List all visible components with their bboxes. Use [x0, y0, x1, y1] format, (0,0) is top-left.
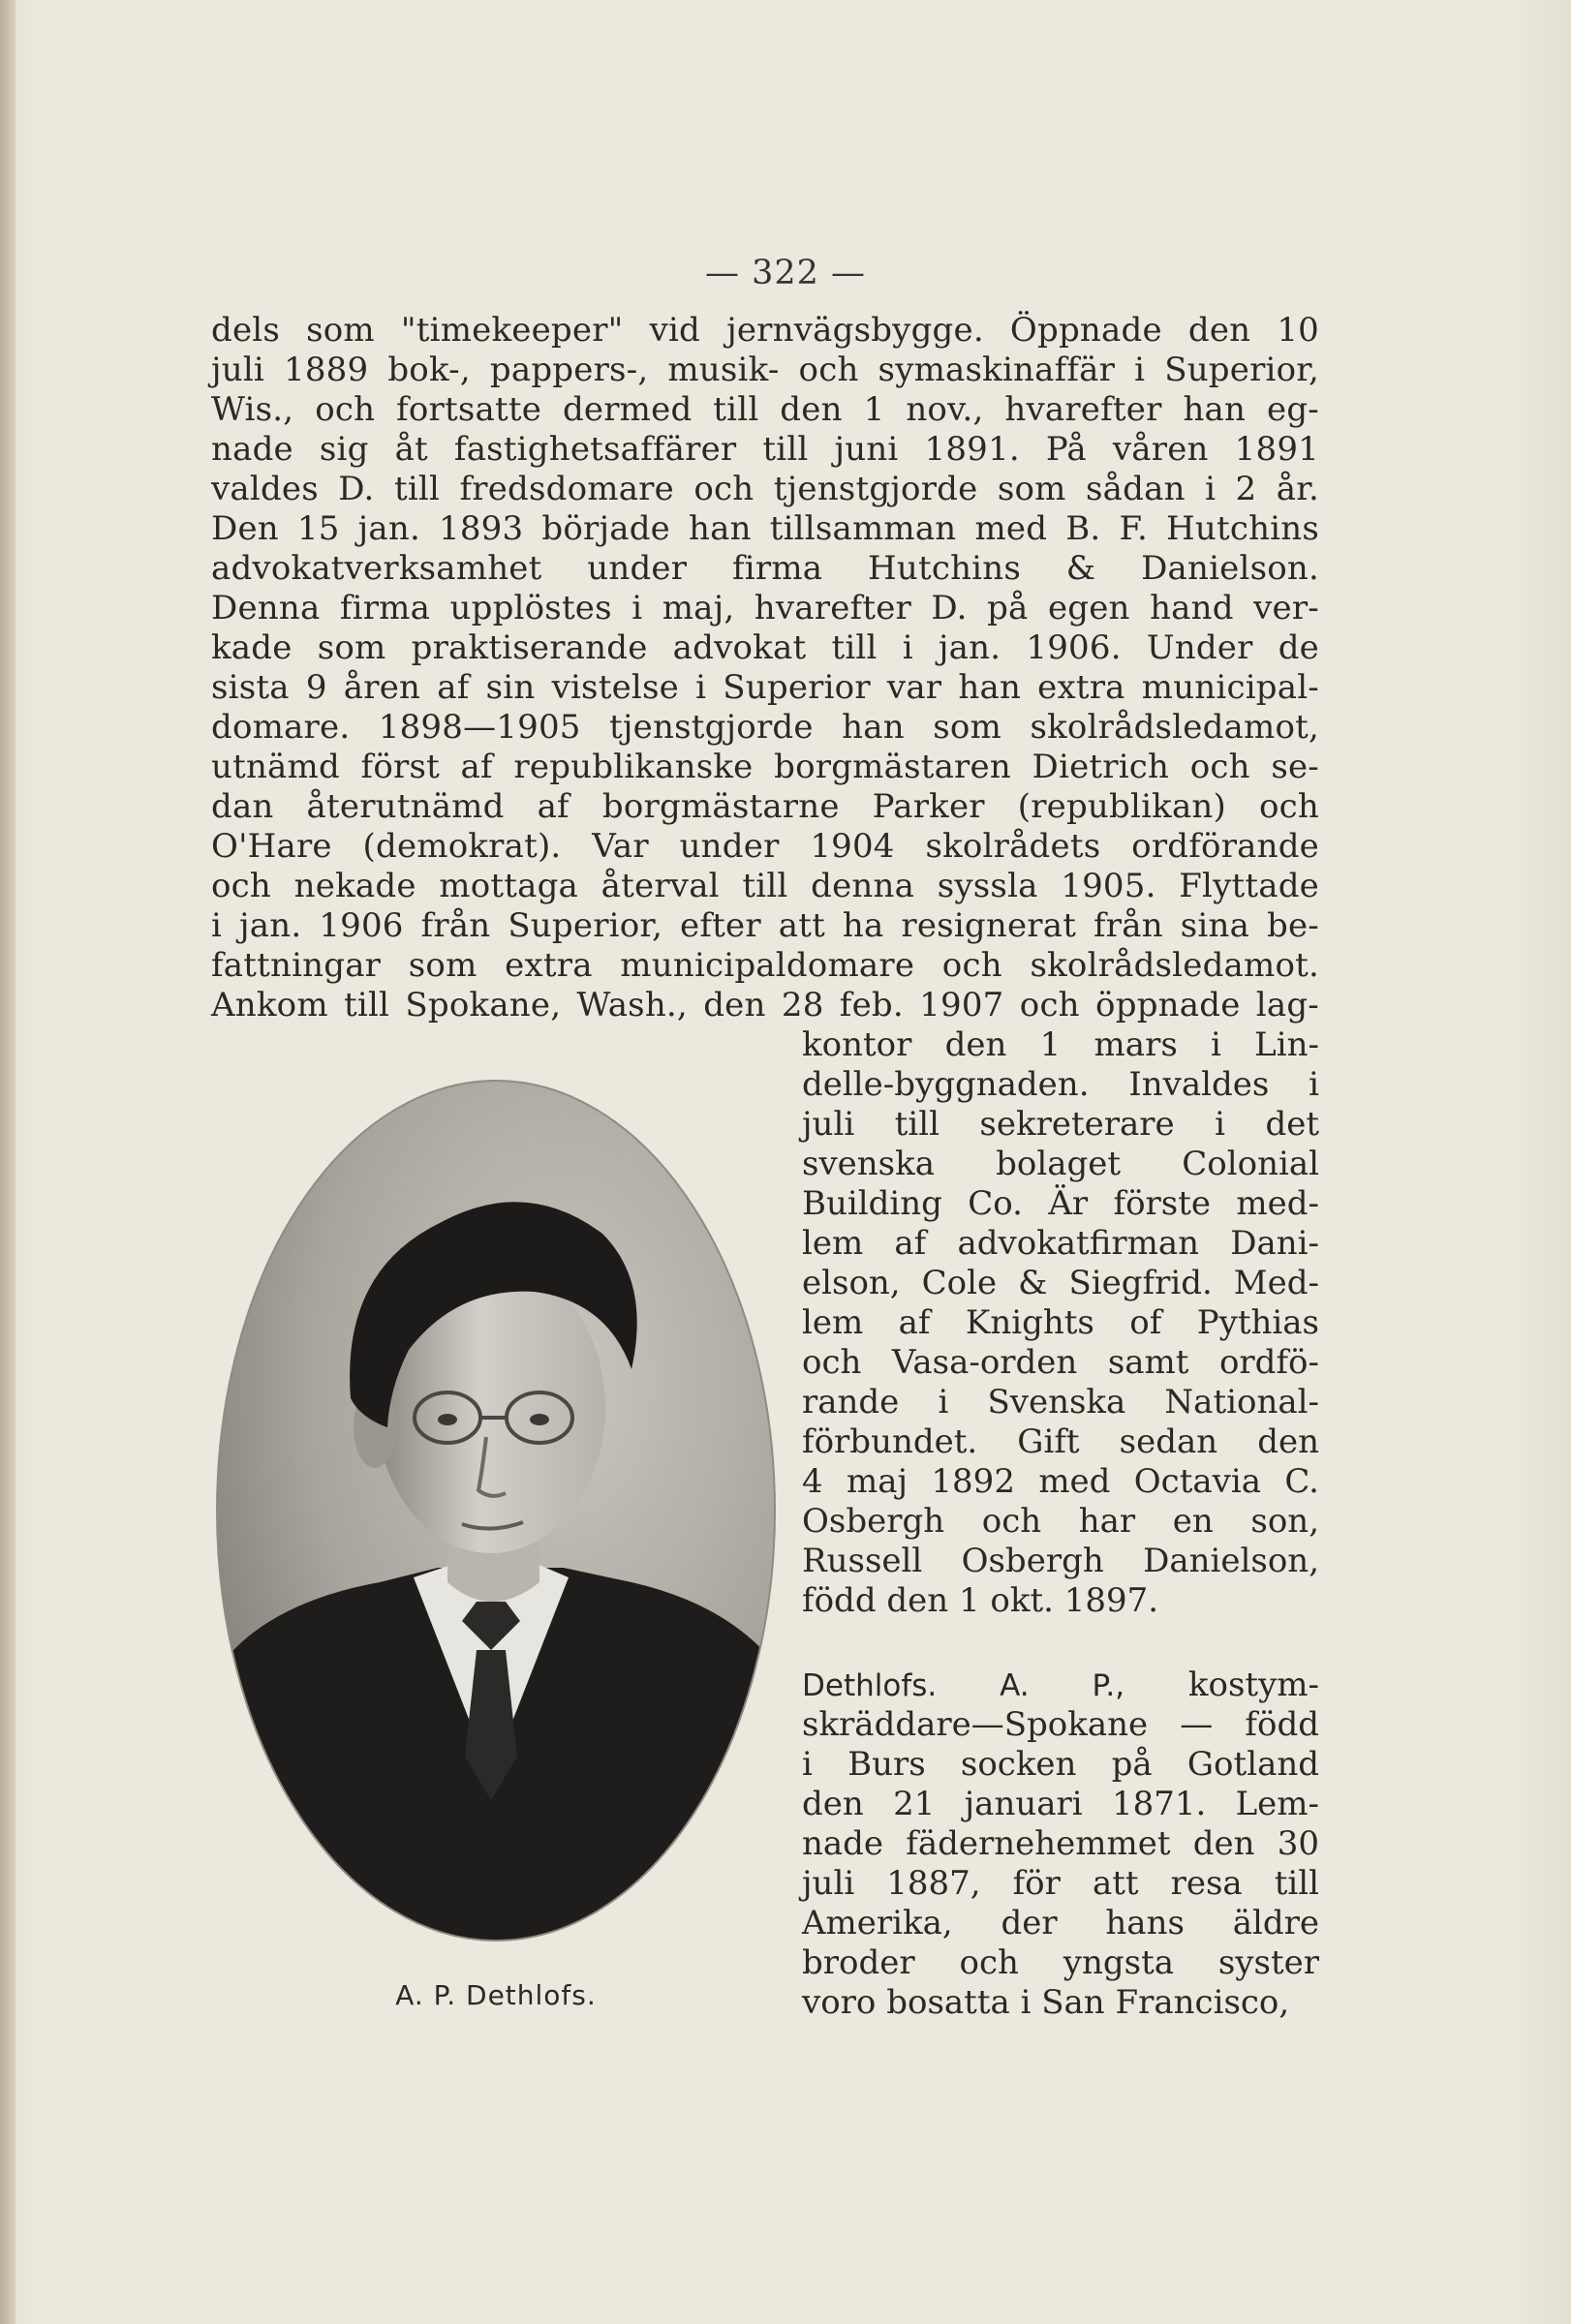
text-line: juli 1889 bok-, pappers-, musik- och symaskinaffär i Superior, — [211, 351, 1319, 389]
column-line: juli till sekreterare i det — [802, 1105, 1319, 1144]
text-line: O'Hare (demokrat). Var under 1904 skolrådets ordförande — [211, 827, 1319, 866]
text-line: Denna firma upplöstes i maj, hvarefter D. på egen hand ver- — [211, 589, 1319, 627]
column-line: i Burs socken på Gotland — [802, 1745, 1319, 1784]
text-line: advokatverksamhet under firma Hutchins & Danielson. — [211, 549, 1319, 588]
text-line: valdes D. till fredsdomare och tjenstgjorde som sådan i 2 år. — [211, 470, 1319, 508]
column-line: den 21 januari 1871. Lem- — [802, 1785, 1319, 1823]
text-line: Ankom till Spokane, Wash., den 28 feb. 1907 och öppnade lag- — [211, 986, 1319, 1024]
column-line: voro bosatta i San Francisco, — [802, 1983, 1290, 2022]
entry-name: Dethlofs. A. P., — [802, 1668, 1125, 1703]
column-line: och Vasa-orden samt ordfö- — [802, 1343, 1319, 1382]
column-line: nade fädernehemmet den 30 — [802, 1824, 1319, 1863]
column-line: kontor den 1 mars i Lin- — [802, 1025, 1319, 1064]
text-line: Den 15 jan. 1893 började han tillsamman med B. F. Hutchins — [211, 509, 1319, 548]
column-line: född den 1 okt. 1897. — [802, 1581, 1159, 1620]
page-spine-edge — [0, 0, 15, 2324]
column-line: broder och yngsta syster — [802, 1943, 1319, 1982]
column-line: Russell Osbergh Danielson, — [802, 1542, 1319, 1580]
text-line: kade som praktiserande advokat till i jan. 1906. Under de — [211, 628, 1319, 667]
text-line: sista 9 åren af sin vistelse i Superior var han extra municipal- — [211, 668, 1319, 707]
column-line: skräddare—Spokane — född — [802, 1705, 1319, 1744]
column-line: rande i Svenska National- — [802, 1383, 1319, 1422]
column-line: Amerika, der hans äldre — [802, 1904, 1319, 1942]
text-line: Wis., och fortsatte dermed till den 1 nov., hvarefter han eg- — [211, 390, 1319, 429]
text-line: dels som "timekeeper" vid jernvägsbygge. Öppnade den 10 — [211, 311, 1319, 350]
entry-occupation: kostym- — [1187, 1666, 1320, 1704]
column-line: 4 maj 1892 med Octavia C. — [802, 1462, 1319, 1501]
column-line: Osbergh och har en son, — [802, 1502, 1319, 1541]
text-line: dan återutnämd af borgmästarne Parker (republikan) och — [211, 787, 1319, 826]
text-line: utnämd först af republikanske borgmästaren Dietrich och se- — [211, 748, 1319, 786]
column-line: lem af Knights of Pythias — [802, 1303, 1319, 1342]
column-line: juli 1887, för att resa till — [802, 1864, 1319, 1903]
column-line: förbundet. Gift sedan den — [802, 1422, 1319, 1461]
text-line: nade sig åt fastighetsaffärer till juni 1891. På våren 1891 — [211, 430, 1319, 469]
page-number: — 322 — — [704, 254, 867, 292]
column-line: delle-byggnaden. Invaldes i — [802, 1065, 1319, 1104]
text-line: i jan. 1906 från Superior, efter att ha resignerat från sina be- — [211, 906, 1319, 945]
column-line: elson, Cole & Siegfrid. Med- — [802, 1264, 1319, 1302]
entry-first-line — [802, 1666, 1319, 1705]
column-line: svenska bolaget Colonial — [802, 1145, 1319, 1183]
portrait-photo — [215, 1079, 777, 1942]
text-line: fattningar som extra municipaldomare och skolrådsledamot. — [211, 946, 1319, 985]
column-line: lem af advokatfirman Dani- — [802, 1224, 1319, 1263]
text-line: och nekade mottaga återval till denna syssla 1905. Flyttade — [211, 867, 1319, 905]
portrait-caption: A. P. Dethlofs. — [395, 1979, 597, 2011]
column-line: Building Co. Är förste med- — [802, 1184, 1319, 1223]
text-line: domare. 1898—1905 tjenstgjorde han som skolrådsledamot, — [211, 708, 1319, 747]
